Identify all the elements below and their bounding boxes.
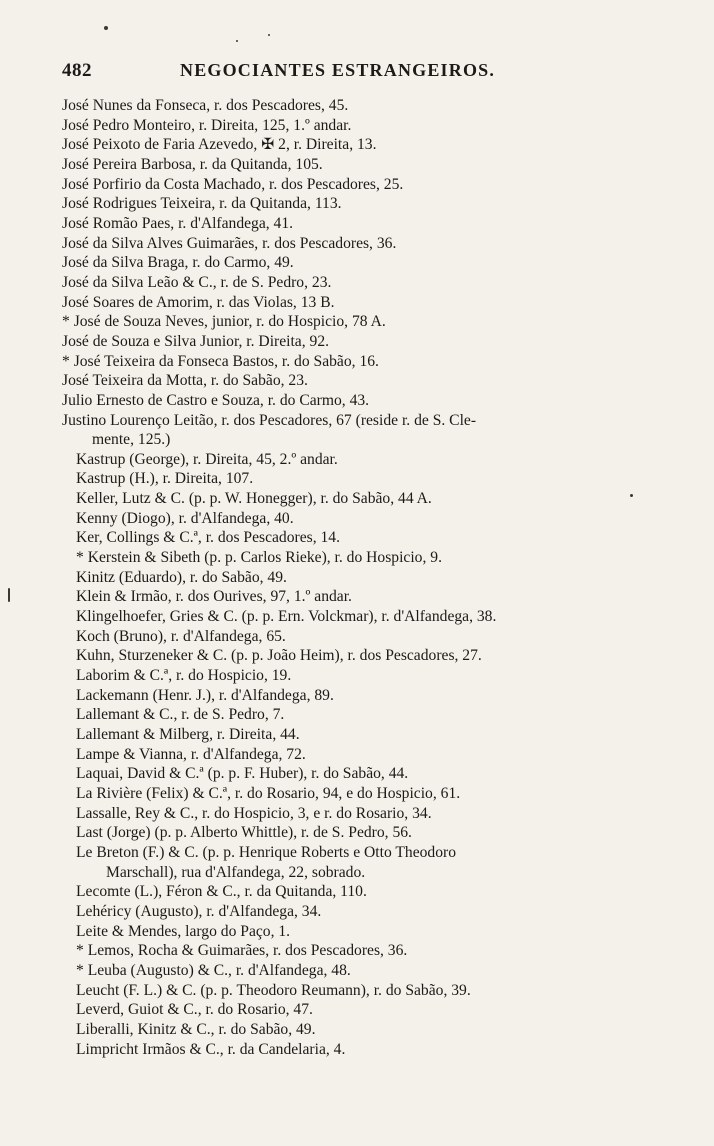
entry-text: * José de Souza Neves, junior, r. do Hospicio, 78 A. [62, 313, 386, 331]
entry-text: Justino Lourenço Leitão, r. dos Pescadores, 67 (reside r. de S. Cle- [62, 411, 477, 429]
entry-text: Laborim & C.ª, r. do Hospicio, 19. [76, 667, 292, 685]
entry-text: Leite & Mendes, largo do Paço, 1. [76, 922, 291, 940]
page-header [62, 58, 522, 84]
entry-text: * Lemos, Rocha & Guimarães, r. dos Pescadores, 36. [76, 942, 408, 960]
entry-text: Lallemant & C., r. de S. Pedro, 7. [76, 706, 285, 724]
list-item [62, 489, 652, 509]
list-item [62, 804, 652, 824]
entry-text: Liberalli, Kinitz & C., r. do Sabão, 49. [76, 1020, 316, 1038]
list-item [62, 175, 652, 195]
list-item [62, 961, 652, 981]
entry-text: Kenny (Diogo), r. d'Alfandega, 40. [76, 509, 294, 527]
entry-text: José Soares de Amorim, r. das Violas, 13 B. [62, 293, 335, 311]
list-item [62, 352, 652, 372]
ink-speck [268, 34, 270, 36]
list-item [62, 312, 652, 332]
ink-speck [630, 494, 633, 497]
entry-text: Klein & Irmão, r. dos Ourives, 97, 1.º andar. [76, 588, 352, 606]
entry-text: José Peixoto de Faria Azevedo, ✠ 2, r. Direita, 13. [62, 136, 377, 154]
list-item [62, 155, 652, 175]
entry-text: Julio Ernesto de Castro e Souza, r. do Carmo, 43. [62, 391, 370, 409]
entry-text: Leverd, Guiot & C., r. do Rosario, 47. [76, 1001, 313, 1019]
list-item [62, 371, 652, 391]
list-item [62, 273, 652, 293]
entry-continuation: Marschall), rua d'Alfandega, 22, sobrado. [106, 863, 366, 881]
list-item [62, 135, 652, 155]
list-item [62, 941, 652, 961]
list-item [62, 528, 652, 548]
list-item [62, 469, 652, 489]
list-item [62, 332, 652, 352]
list-item [62, 116, 652, 136]
list-item [62, 587, 652, 607]
list-item [62, 509, 652, 529]
entry-text: José Nunes da Fonseca, r. dos Pescadores, 45. [62, 97, 349, 114]
list-item [62, 784, 652, 804]
entry-text: José Romão Paes, r. d'Alfandega, 41. [62, 214, 294, 232]
list-item [62, 194, 652, 214]
list-item [62, 253, 652, 273]
list-item [62, 1040, 652, 1060]
entry-text: José de Souza e Silva Junior, r. Direita, 92. [62, 332, 330, 350]
list-item [62, 411, 652, 450]
entry-text: Lecomte (L.), Féron & C., r. da Quitanda, 110. [76, 883, 367, 901]
entry-text: La Rivière (Felix) & C.ª, r. do Rosario, 94, e do Hospicio, 61. [76, 784, 461, 802]
list-item [62, 922, 652, 942]
list-item [62, 745, 652, 765]
entry-text: Kinitz (Eduardo), r. do Sabão, 49. [76, 568, 287, 586]
entry-text: Keller, Lutz & C. (p. p. W. Honegger), r. do Sabão, 44 A. [76, 490, 432, 508]
entry-text: Lehéricy (Augusto), r. d'Alfandega, 34. [76, 902, 322, 920]
list-item [62, 234, 652, 254]
entry-text: * Leuba (Augusto) & C., r. d'Alfandega, 48. [76, 961, 351, 979]
list-item [62, 568, 652, 588]
list-item [62, 548, 652, 568]
list-item [62, 627, 652, 647]
entry-text: Le Breton (F.) & C. (p. p. Henrique Roberts e Otto Theodoro [76, 843, 457, 861]
entry-text: Koch (Bruno), r. d'Alfandega, 65. [76, 627, 286, 645]
running-title: NEGOCIANTES ESTRANGEIROS. [180, 60, 496, 80]
merchant-list [62, 96, 652, 1059]
list-item [62, 686, 652, 706]
list-item [62, 705, 652, 725]
list-item [62, 666, 652, 686]
list-item [62, 981, 652, 1001]
entry-text: José da Silva Braga, r. do Carmo, 49. [62, 254, 294, 272]
entry-text: José Pereira Barbosa, r. da Quitanda, 105. [62, 155, 323, 173]
entry-text: José da Silva Leão & C., r. de S. Pedro, 23. [62, 273, 332, 291]
list-item [62, 902, 652, 922]
list-item [62, 646, 652, 666]
entry-text: José Porfirio da Costa Machado, r. dos Pescadores, 25. [62, 175, 404, 193]
list-item [62, 607, 652, 627]
list-item [62, 725, 652, 745]
entry-text: Lassalle, Rey & C., r. do Hospicio, 3, e r. do Rosario, 34. [76, 804, 432, 822]
entry-text: José Pedro Monteiro, r. Direita, 125, 1.º andar. [62, 116, 352, 134]
list-item [62, 843, 652, 882]
list-item [62, 391, 652, 411]
list-item [62, 450, 652, 470]
ink-speck [104, 26, 108, 30]
entry-text: Lampe & Vianna, r. d'Alfandega, 72. [76, 745, 306, 763]
page-number: 482 [62, 60, 92, 81]
entry-continuation: mente, 125.) [92, 431, 171, 449]
entry-text: Laquai, David & C.ª (p. p. F. Huber), r. do Sabão, 44. [76, 765, 409, 783]
entry-text: * José Teixeira da Fonseca Bastos, r. do Sabão, 16. [62, 352, 379, 370]
entry-text: Lallemant & Milberg, r. Direita, 44. [76, 726, 300, 743]
entry-text: José da Silva Alves Guimarães, r. dos Pescadores, 36. [62, 234, 397, 252]
ink-speck [236, 40, 238, 42]
entry-text: Kuhn, Sturzeneker & C. (p. p. João Heim), r. dos Pescadores, 27. [76, 647, 482, 665]
entry-text: Leucht (F. L.) & C. (p. p. Theodoro Reumann), r. do Sabão, 39. [76, 981, 471, 999]
list-item [62, 293, 652, 313]
entry-text: José Rodrigues Teixeira, r. da Quitanda, 113. [62, 195, 342, 213]
list-item [62, 823, 652, 843]
entry-text: Last (Jorge) (p. p. Alberto Whittle), r. de S. Pedro, 56. [76, 824, 412, 842]
list-item [62, 1020, 652, 1040]
entry-text: Kastrup (George), r. Direita, 45, 2.º andar. [76, 450, 338, 468]
list-item [62, 1000, 652, 1020]
entry-text: Klingelhoefer, Gries & C. (p. p. Ern. Volckmar), r. d'Alfandega, 38. [76, 608, 497, 626]
list-item [62, 764, 652, 784]
entry-text: Lackemann (Henr. J.), r. d'Alfandega, 89. [76, 686, 334, 704]
entry-text: Kastrup (H.), r. Direita, 107. [76, 470, 254, 488]
entry-text: José Teixeira da Motta, r. do Sabão, 23. [62, 372, 308, 390]
entry-text: Limpricht Irmãos & C., r. da Candelaria, 4. [76, 1040, 346, 1058]
ink-speck [8, 588, 10, 602]
entry-text: * Kerstein & Sibeth (p. p. Carlos Rieke), r. do Hospicio, 9. [76, 549, 442, 567]
list-item [62, 882, 652, 902]
list-item [62, 214, 652, 234]
entry-text: Ker, Collings & C.ª, r. dos Pescadores, 14. [76, 529, 340, 547]
list-item [62, 96, 652, 116]
